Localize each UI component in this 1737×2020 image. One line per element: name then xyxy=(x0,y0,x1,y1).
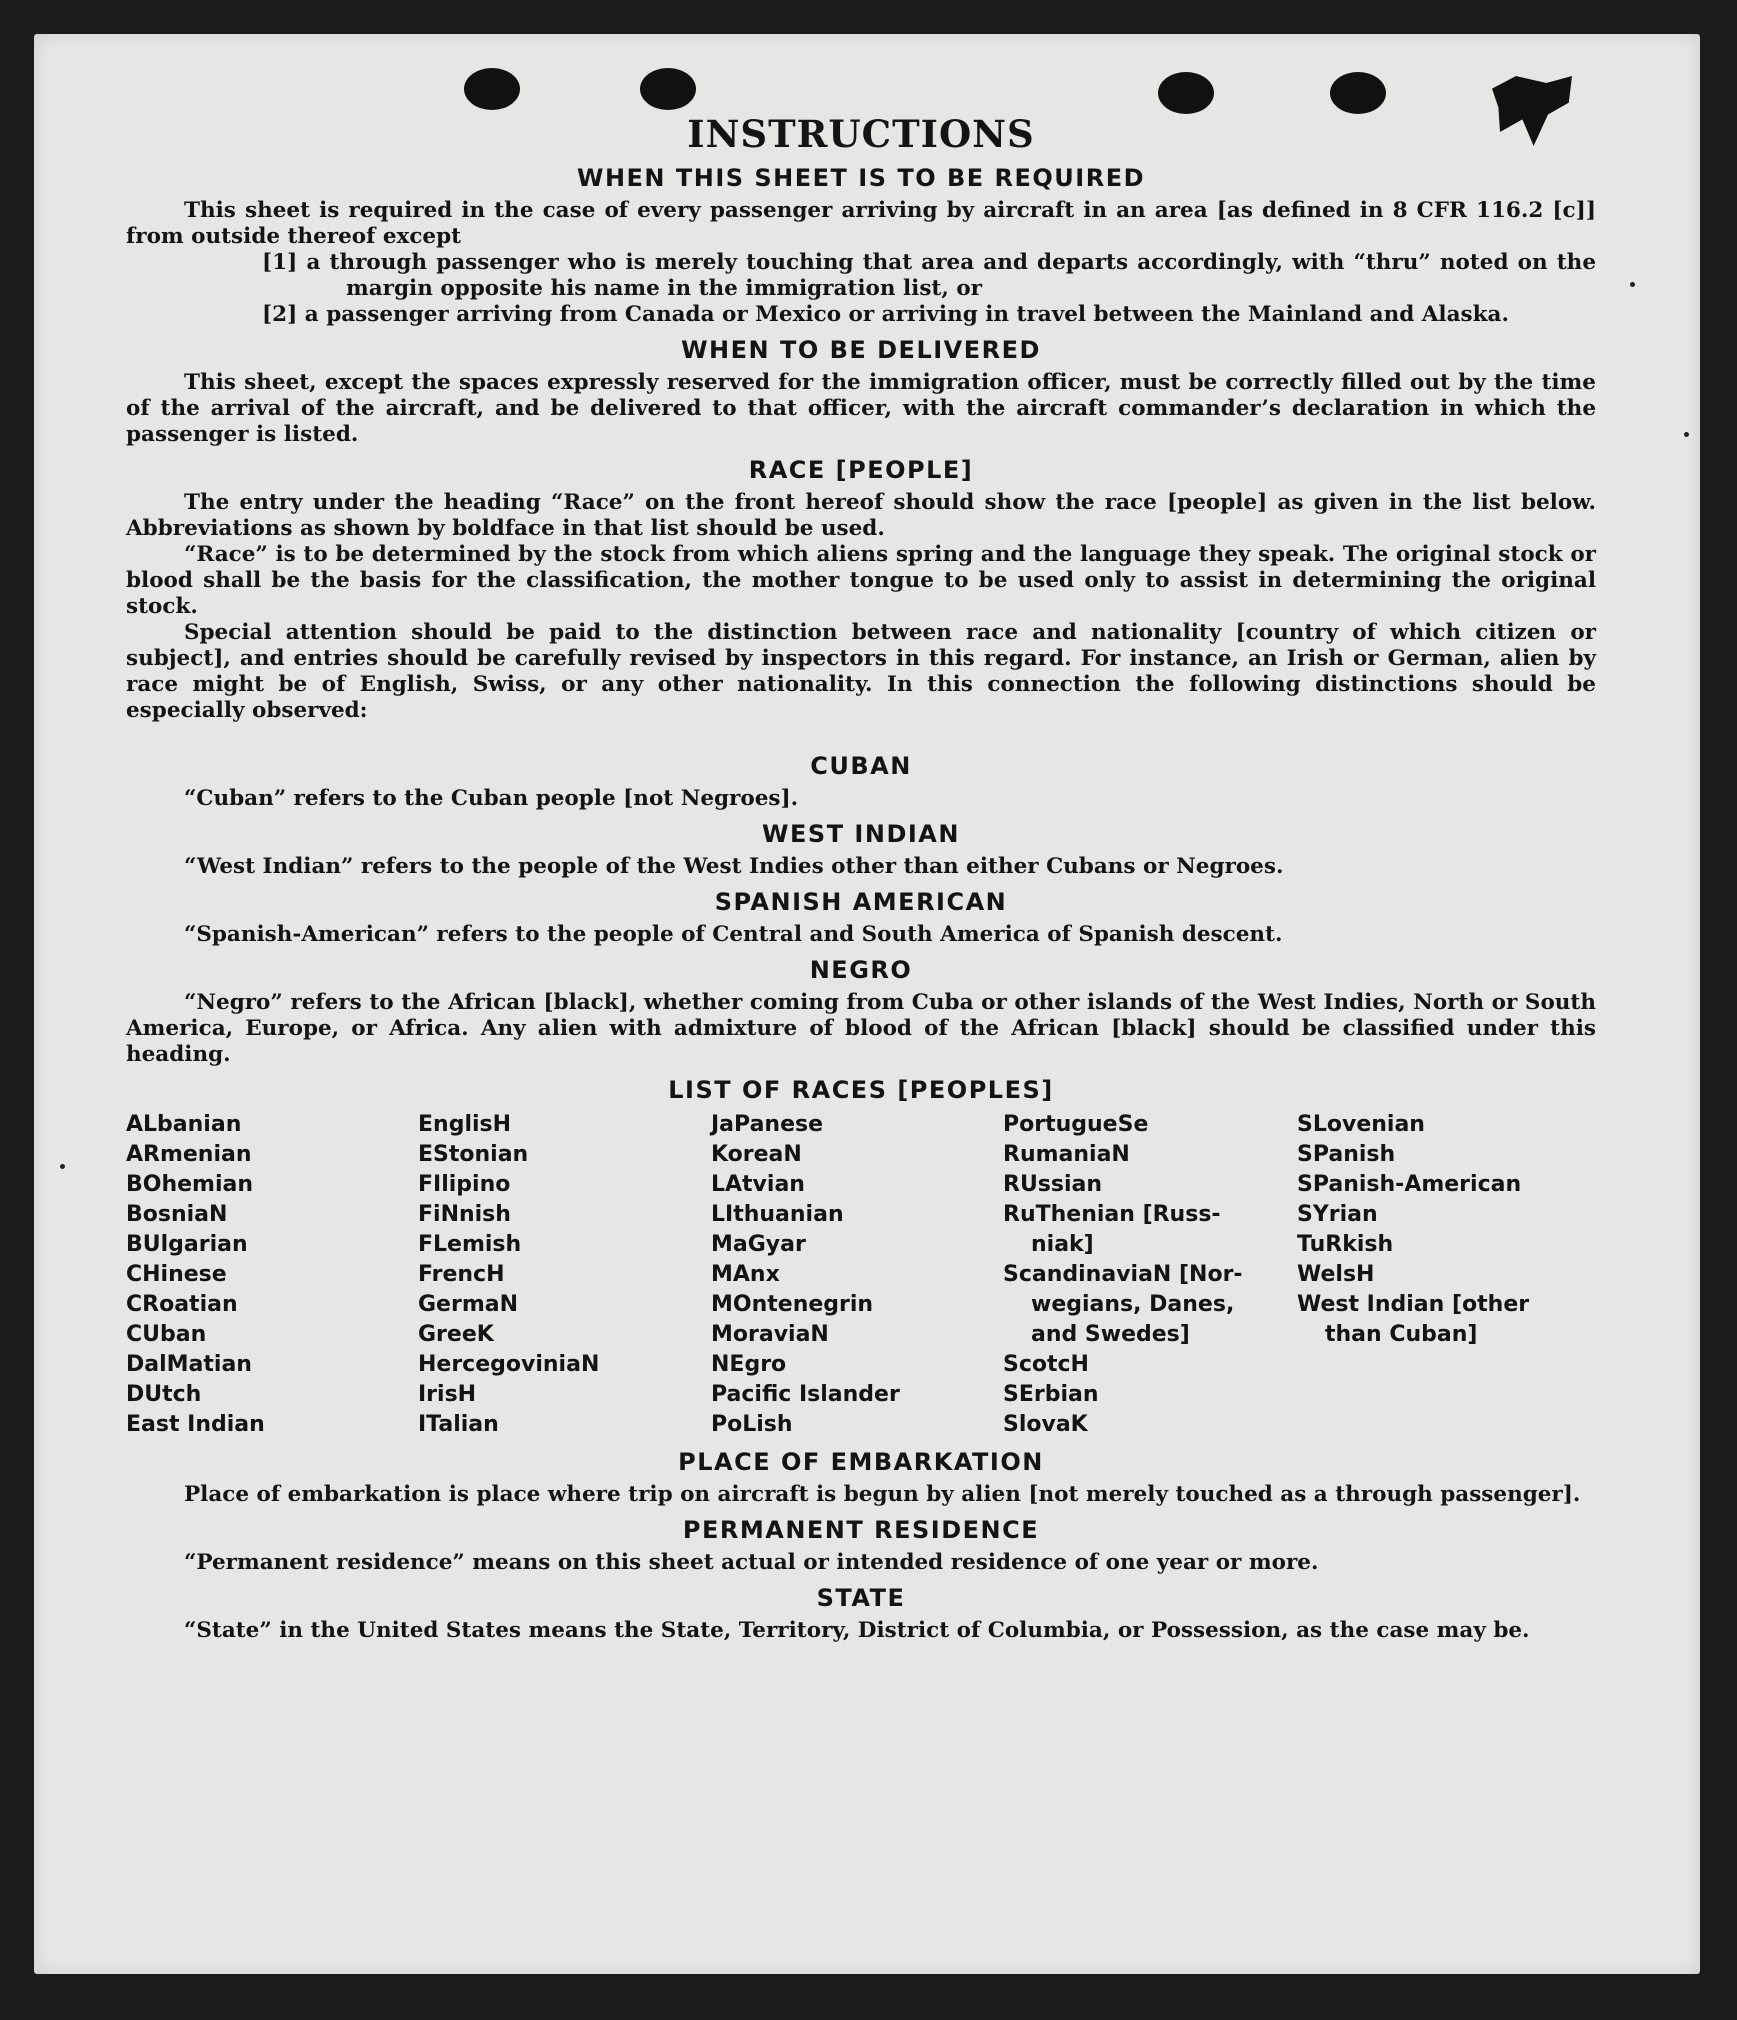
race-item: KoreaN xyxy=(711,1142,802,1167)
section-heading: SPANISH AMERICAN xyxy=(714,888,1008,916)
race-list xyxy=(126,1110,1596,1440)
punch-hole xyxy=(464,68,520,110)
race-item: LIthuanian xyxy=(711,1202,844,1227)
section-text: The entry under the heading “Race” on the front hereof should show the race [people] as given in the list below. Abbreviations as shown by boldface in that list should be used. xyxy=(126,490,1596,541)
race-item: SYrian xyxy=(1297,1202,1378,1227)
race-item: TuRkish xyxy=(1297,1232,1394,1257)
speck xyxy=(60,1164,65,1169)
section-text: “West Indian” refers to the people of the West Indies other than either Cubans or Negroes. xyxy=(184,854,1284,879)
race-item: MaGyar xyxy=(711,1232,806,1257)
punch-hole xyxy=(1158,72,1214,114)
race-item: ARmenian xyxy=(126,1142,252,1167)
race-item: MOntenegrin xyxy=(711,1292,874,1317)
race-item: SLovenian xyxy=(1297,1112,1425,1137)
race-item: wegians, Danes, xyxy=(1031,1292,1235,1317)
section-text: This sheet is required in the case of every passenger arriving by aircraft in an area [as defined in 8 CFR 116.2 [c]] from outside thereof except xyxy=(126,198,1596,249)
race-item: SPanish-American xyxy=(1297,1172,1522,1197)
race-item: than Cuban] xyxy=(1325,1322,1478,1347)
page-title: INSTRUCTIONS xyxy=(687,112,1035,156)
race-item: WelsH xyxy=(1297,1262,1375,1287)
race-item: West Indian [other xyxy=(1297,1292,1530,1317)
race-column xyxy=(418,1110,711,1440)
race-item: MAnx xyxy=(711,1262,780,1287)
race-item: NEgro xyxy=(711,1352,787,1377)
race-item: East Indian xyxy=(126,1412,265,1437)
race-item: BOhemian xyxy=(126,1172,254,1197)
section-text: Place of embarkation is place where trip on aircraft is begun by alien [not merely touched as a through passenger]. xyxy=(184,1482,1581,1507)
race-item: ITalian xyxy=(418,1412,499,1437)
race-item: ScandinaviaN [Nor- xyxy=(1003,1262,1243,1287)
race-item: ALbanian xyxy=(126,1112,242,1137)
section-heading: WEST INDIAN xyxy=(762,820,960,848)
race-item: BosniaN xyxy=(126,1202,228,1227)
race-item: RuThenian [Russ- xyxy=(1003,1202,1221,1227)
punch-hole xyxy=(1330,72,1386,114)
race-item: RumaniaN xyxy=(1003,1142,1130,1167)
exception-item: [2] a passenger arriving from Canada or Mexico or arriving in travel between the Mainland and Alaska. xyxy=(262,302,1509,327)
race-item: FiNnish xyxy=(418,1202,511,1227)
race-item: FrencH xyxy=(418,1262,505,1287)
race-column xyxy=(1003,1110,1297,1440)
race-item: and Swedes] xyxy=(1031,1322,1190,1347)
section-text: “Spanish-American” refers to the people of Central and South America of Spanish descent. xyxy=(184,922,1283,947)
instructions-content xyxy=(126,112,1596,1644)
race-item: CHinese xyxy=(126,1262,227,1287)
race-item: DUtch xyxy=(126,1382,202,1407)
speck xyxy=(1684,432,1689,437)
section-text: “Cuban” refers to the Cuban people [not Negroes]. xyxy=(184,786,799,811)
race-item: PortugueSe xyxy=(1003,1112,1149,1137)
race-item: FIlipino xyxy=(418,1172,511,1197)
section-text: “State” in the United States means the State, Territory, District of Columbia, or Possession, as the case may be. xyxy=(184,1618,1530,1643)
race-item: SErbian xyxy=(1003,1382,1099,1407)
race-column xyxy=(1297,1110,1577,1440)
race-item: DalMatian xyxy=(126,1352,252,1377)
race-item: BUlgarian xyxy=(126,1232,248,1257)
section-text: Special attention should be paid to the distinction between race and nationality [country of which citizen or subject], and entries should be carefully revised by inspectors in this regard. For instance, an Irish or German, alien by race might be of English, Swiss, or any other nationality. In this connection the following distinctions should be especially observed: xyxy=(126,620,1596,723)
section-heading: CUBAN xyxy=(810,752,912,780)
section-heading: WHEN TO BE DELIVERED xyxy=(681,336,1041,364)
section-heading: RACE [PEOPLE] xyxy=(748,456,974,484)
section-heading: LIST OF RACES [PEOPLES] xyxy=(668,1076,1054,1104)
section-text: This sheet, except the spaces expressly reserved for the immigration officer, must be correctly filled out by the time of the arrival of the aircraft, and be delivered to that officer, with the aircraft commander’s declaration in which the passenger is listed. xyxy=(126,370,1596,447)
race-item: CUban xyxy=(126,1322,207,1347)
race-item: RUssian xyxy=(1003,1172,1103,1197)
section-heading: PERMANENT RESIDENCE xyxy=(682,1516,1040,1544)
race-item: niak] xyxy=(1031,1232,1094,1257)
exception-item: [1] a through passenger who is merely touching that area and departs accordingly, with “thru” noted on the margin opposite his name in the immigration list, or xyxy=(262,250,1596,301)
section-text: “Negro” refers to the African [black], whether coming from Cuba or other islands of the West Indies, North or South America, Europe, or Africa. Any alien with admixture of blood of the African [black] should be classified under this heading. xyxy=(126,990,1596,1067)
section-heading: NEGRO xyxy=(809,956,913,984)
section-heading: WHEN THIS SHEET IS TO BE REQUIRED xyxy=(576,164,1146,192)
race-column xyxy=(711,1110,1003,1440)
race-item: IrisH xyxy=(418,1382,477,1407)
race-item: LAtvian xyxy=(711,1172,805,1197)
race-item: SlovaK xyxy=(1003,1412,1088,1437)
section-text: “Permanent residence” means on this sheet actual or intended residence of one year or more. xyxy=(184,1550,1319,1575)
race-item: FLemish xyxy=(418,1232,522,1257)
race-item: JaPanese xyxy=(711,1112,824,1137)
race-item: Pacific Islander xyxy=(711,1382,900,1407)
section-heading: STATE xyxy=(816,1584,906,1612)
section-text: “Race” is to be determined by the stock from which aliens spring and the language they speak. The original stock or blood shall be the basis for the classification, the mother tongue to be used only to assist in determining the original stock. xyxy=(126,542,1596,619)
speck xyxy=(1630,282,1635,287)
race-item: GermaN xyxy=(418,1292,519,1317)
race-item: ScotcH xyxy=(1003,1352,1089,1377)
race-item: PoLish xyxy=(711,1412,793,1437)
race-item: MoraviaN xyxy=(711,1322,829,1347)
race-item: CRoatian xyxy=(126,1292,238,1317)
race-item: GreeK xyxy=(418,1322,494,1347)
race-item: EStonian xyxy=(418,1142,529,1167)
section-heading: PLACE OF EMBARKATION xyxy=(678,1448,1044,1476)
race-item: SPanish xyxy=(1297,1142,1396,1167)
punch-hole xyxy=(640,68,696,110)
race-column xyxy=(126,1110,418,1440)
race-item: EnglisH xyxy=(418,1112,512,1137)
race-item: HercegoviniaN xyxy=(418,1352,600,1377)
